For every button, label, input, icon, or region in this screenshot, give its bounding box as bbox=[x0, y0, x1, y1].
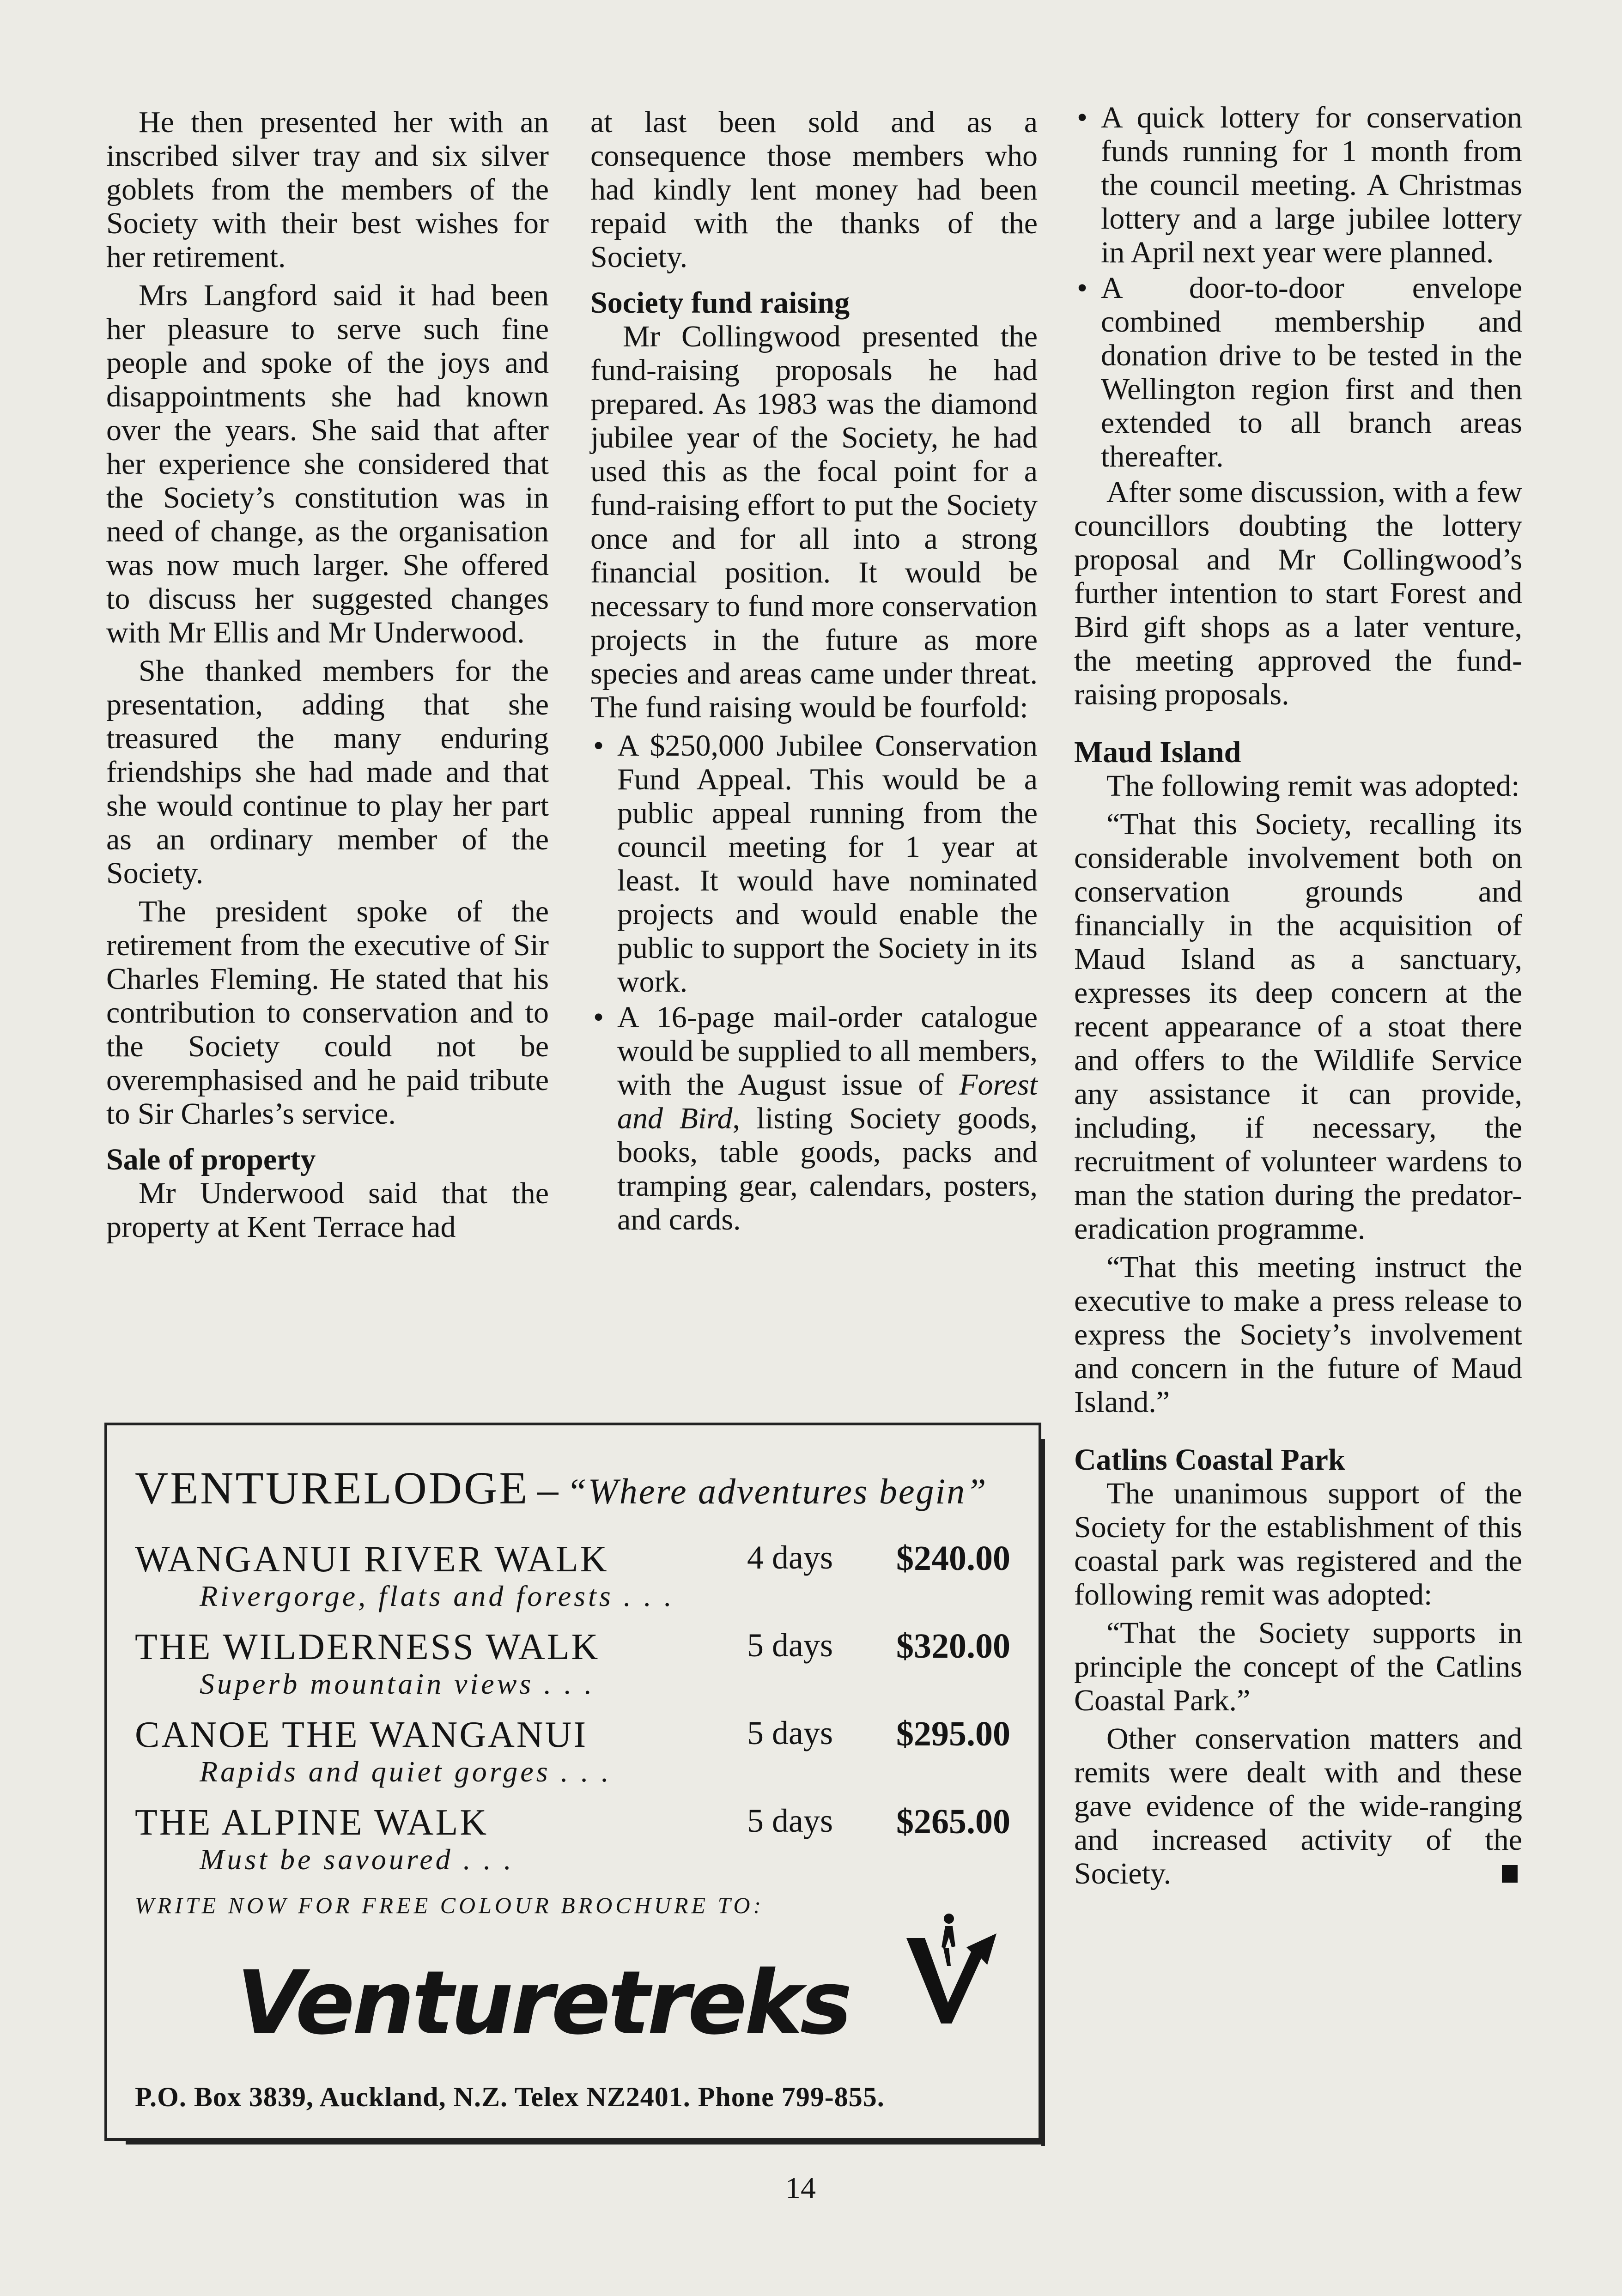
paragraph: She thanked members for the presentation, adding that she treasured the many enduring friendships she had made and that she would continue to play her part as an ordinary member of the Society. bbox=[106, 654, 549, 890]
section-heading-sale-of-property: Sale of property bbox=[106, 1143, 316, 1176]
trip-price: $295.00 bbox=[896, 1714, 1010, 1753]
paragraph: He then presented her with an inscribed silver tray and six silver goblets from the members of the Society with their best wishes for her retirement. bbox=[106, 105, 549, 274]
trip-duration: 5 days bbox=[747, 1802, 833, 1839]
trip-name: WANGANUI RIVER WALK bbox=[135, 1539, 609, 1580]
ad-tagline: “Where adventures begin” bbox=[566, 1471, 988, 1511]
ad-dash: – bbox=[537, 1467, 559, 1513]
list-item: • A quick lottery for conservation funds running for 1 month from the council meeting. A Christmas lottery and a large jubilee lottery in April next year were planned. bbox=[1074, 101, 1522, 269]
paragraph: at last been sold and as a consequence those members who had kindly lent money had been repaid with the thanks of the Society. bbox=[590, 105, 1038, 274]
list-item: • A door-to-door envelope combined membership and donation drive to be tested in the Wellington region first and then extended to all branch areas thereafter. bbox=[1074, 271, 1522, 473]
ad-brand: VENTURELODGE bbox=[135, 1462, 529, 1514]
page-number: 14 bbox=[785, 2171, 816, 2205]
paragraph: “That this Society, recalling its considerable involvement both on conservation grounds and financially in the acquisition of Maud Island as a sanctuary, expresses its deep concern at the recent appearance of a stoat there and offers to the Wildlife Service any assistance it can provide, including, if necessary, the recruitment of volunteer wardens to man the station during the predator-eradication programme. bbox=[1074, 807, 1522, 1246]
paragraph: The unanimous support of the Society for the establishment of this coastal park was registered and the following remit was adopted: bbox=[1074, 1477, 1522, 1611]
list-item: • A $250,000 Jubilee Conservation Fund Appeal. This would be a public appeal running from the council meeting for 1 year at least. It would have nominated projects and would enable the public to support the Society in its work. bbox=[590, 729, 1038, 999]
list-item-text: , listing Society goods, books, table goods, packs and tramping gear, calendars, posters, and cards. bbox=[617, 1102, 1038, 1236]
fund-raising-list bbox=[590, 729, 1038, 1236]
venturetreks-advertisement bbox=[104, 1423, 1041, 2141]
ad-heading bbox=[135, 1461, 988, 1515]
trip-price: $240.00 bbox=[896, 1539, 1010, 1578]
column-3 bbox=[1074, 101, 1522, 1895]
trip-name: CANOE THE WANGANUI bbox=[135, 1714, 588, 1755]
trip-description: Rapids and quiet gorges . . . bbox=[200, 1755, 612, 1788]
trip-duration: 5 days bbox=[747, 1627, 833, 1664]
paragraph: Mrs Langford said it had been her pleasure to serve such fine people and spoke of the joys and disappointments she had known over the years. She said that after her experience she considered that the Society’s constitution was in need of change, as the organisation was now much larger. She offered to discuss her suggested changes with Mr Ellis and Mr Underwood. bbox=[106, 279, 549, 649]
list-item-text: A 16-page mail-order catalogue would be supplied to all members, with the August issue of bbox=[617, 1000, 1038, 1102]
end-mark-icon bbox=[1502, 1865, 1518, 1883]
ad-shadow bbox=[1041, 1439, 1045, 2146]
ad-address: P.O. Box 3839, Auckland, N.Z. Telex NZ2401. Phone 799-855. bbox=[135, 2082, 885, 2112]
ad-call-to-action: WRITE NOW FOR FREE COLOUR BROCHURE TO: bbox=[135, 1892, 765, 1918]
paragraph: The president spoke of the retirement from the executive of Sir Charles Fleming. He stated that his contribution to conservation and to the Society could not be overemphasised and he paid tribute to Sir Charles’s service. bbox=[106, 895, 549, 1131]
trip-description: Superb mountain views . . . bbox=[200, 1667, 595, 1700]
paragraph: “That this meeting instruct the executive to make a press release to express the Society’s involvement and concern in the future of Maud Island.” bbox=[1074, 1250, 1522, 1419]
paragraph: Mr Underwood said that the property at Kent Terrace had bbox=[106, 1176, 549, 1244]
trip-description: Rivergorge, flats and forests . . . bbox=[200, 1580, 674, 1612]
paragraph bbox=[1074, 1722, 1522, 1890]
paragraph: Mr Collingwood presented the fund-raising proposals he had prepared. As 1983 was the diamond jubilee year of the Society, he had used this as the focal point for a fund-raising effort to put the Society once and for all into a strong financial position. It would be necessary to fund more conservation projects in the future as more species and areas came under threat. The fund raising would be fourfold: bbox=[590, 320, 1038, 724]
section-heading-maud-island: Maud Island bbox=[1074, 735, 1241, 769]
trip-price: $265.00 bbox=[896, 1802, 1010, 1841]
list-item bbox=[590, 1000, 1038, 1236]
trip-name: THE WILDERNESS WALK bbox=[135, 1627, 600, 1667]
fund-raising-list-continued bbox=[1074, 101, 1522, 473]
paragraph: “That the Society supports in principle the concept of the Catlins Coastal Park.” bbox=[1074, 1616, 1522, 1717]
paragraph-text: Other conservation matters and remits were dealt with and these gave evidence of the wide-ranging and increased activity of the Society. bbox=[1074, 1722, 1522, 1890]
magazine-title: Forest and Bird bbox=[617, 1068, 1038, 1135]
trip-description: Must be savoured . . . bbox=[200, 1843, 514, 1876]
paragraph: After some discussion, with a few councillors doubting the lottery proposal and Mr Collingwood’s further intention to start Forest and Bird gift shops as a later venture, the meeting approved the fund-raising proposals. bbox=[1074, 475, 1522, 711]
paragraph: The following remit was adopted: bbox=[1106, 769, 1520, 803]
section-heading-society-fund-raising: Society fund raising bbox=[590, 286, 850, 320]
section-heading-catlins-coastal-park: Catlins Coastal Park bbox=[1074, 1443, 1345, 1477]
venturetreks-logo: Venturetreks bbox=[237, 1952, 850, 2054]
hiker-v-logo-icon bbox=[897, 1910, 1003, 2026]
trip-price: $320.00 bbox=[896, 1627, 1010, 1666]
trip-name: THE ALPINE WALK bbox=[135, 1802, 489, 1843]
column-2 bbox=[590, 105, 1038, 1238]
trip-duration: 5 days bbox=[747, 1714, 833, 1751]
column-1 bbox=[106, 105, 549, 1248]
ad-shadow bbox=[126, 2141, 1045, 2145]
trip-duration: 4 days bbox=[747, 1539, 833, 1576]
